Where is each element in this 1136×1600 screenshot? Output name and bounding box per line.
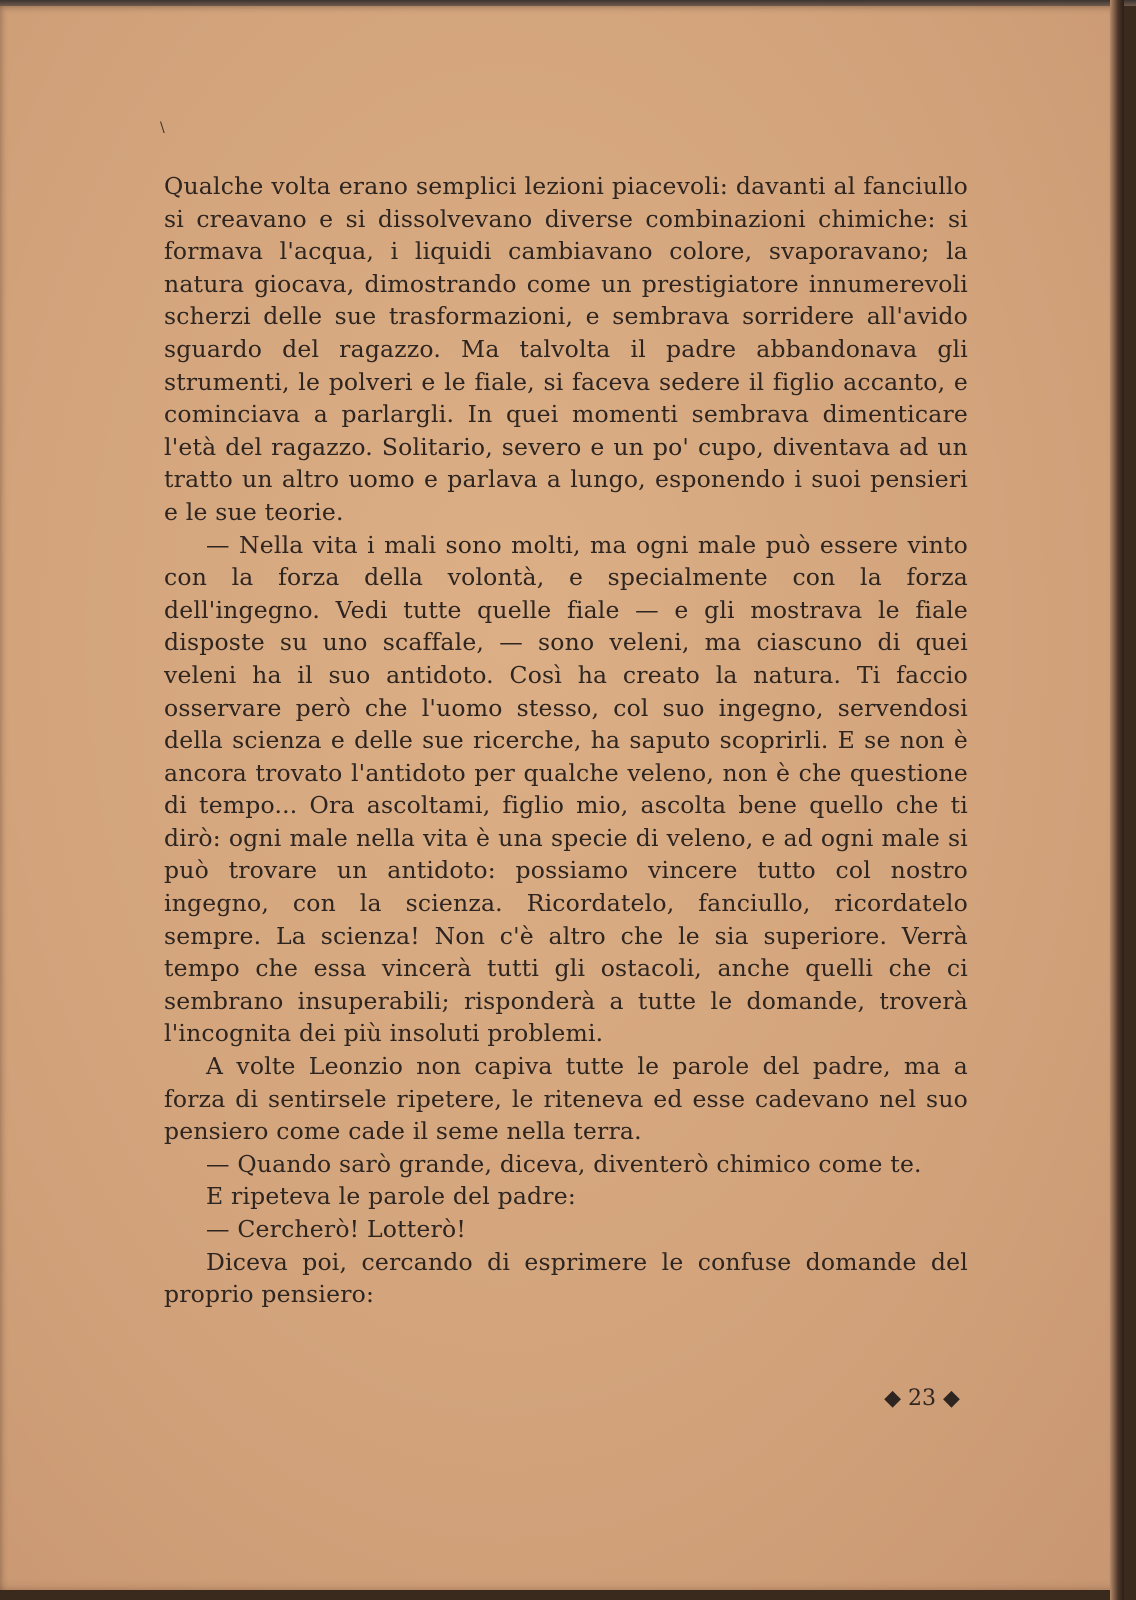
paragraph-4: — Quando sarò grande, diceva, diventerò chimico come te. [206,1149,922,1178]
page-right-edge [1110,0,1124,1600]
body-text [164,170,968,1311]
paragraph-1: Qualche volta erano semplici lezioni piacevoli: davanti al fanciullo si creavano e si dissolvevano diverse combinazioni chimiche: si formava l'acqua, i liquidi cambiavano colore, svaporavano; la natura giocava, dimostrando come un prestigiatore innumerevoli scherzi delle sue trasformazioni, e sembrava sorridere all'avido sguardo del ragazzo. Ma talvolta il padre abbandonava gli strumenti, le polveri e le fiale, si faceva sedere il figlio accanto, e cominciava a parlargli. In quei momenti sembrava dimenticare l'età del ragazzo. Solitario, severo e un po' cupo, diventava ad un tratto un altro uomo e parlava a lungo, esponendo i suoi pensieri e le sue teorie. [164,172,968,526]
paragraph-3: A volte Leonzio non capiva tutte le parole del padre, ma a forza di sentirsele ripetere, le riteneva ed esse cadevano nel suo pensiero come cade il seme nella terra. [164,1052,968,1146]
paragraph-5: E ripeteva le parole del padre: [206,1182,576,1211]
page-top-edge [0,0,1136,6]
stray-mark: \ [160,120,165,136]
paragraph-2: — Nella vita i mali sono molti, ma ogni male può essere vinto con la forza della volontà, e specialmente con la forza dell'ingegno. Vedi tutte quelle fiale — e gli mostrava le fiale disposte su uno scaffale, — sono veleni, ma ciascuno di quei veleni ha il suo antidoto. Così ha creato la natura. Ti faccio osservare però che l'uomo stesso, col suo ingegno, servendosi della scienza e delle sue ricerche, ha saputo scoprirli. E se non è ancora trovato l'antidoto per qualche veleno, non è che questione di tempo... Ora ascoltami, figlio mio, ascolta bene quello che ti dirò: ogni male nella vita è una specie di veleno, e ad ogni male si può trovare un antidoto: possiamo vincere tutto col nostro ingegno, con la scienza. Ricordatelo, fanciullo, ricordatelo sempre. La scienza! Non c'è altro che le sia superiore. Verrà tempo che essa vincerà tutti gli ostacoli, anche quelli che ci sembrano insuperabili; risponderà a tutte le domande, troverà l'incognita dei più insoluti problemi. [164,530,968,1048]
paragraph-7: Diceva poi, cercando di esprimere le confuse domande del proprio pensiero: [164,1247,968,1309]
paragraph-6: — Cercherò! Lotterò! [206,1215,466,1243]
page-number: ◆ 23 ◆ [884,1386,960,1411]
